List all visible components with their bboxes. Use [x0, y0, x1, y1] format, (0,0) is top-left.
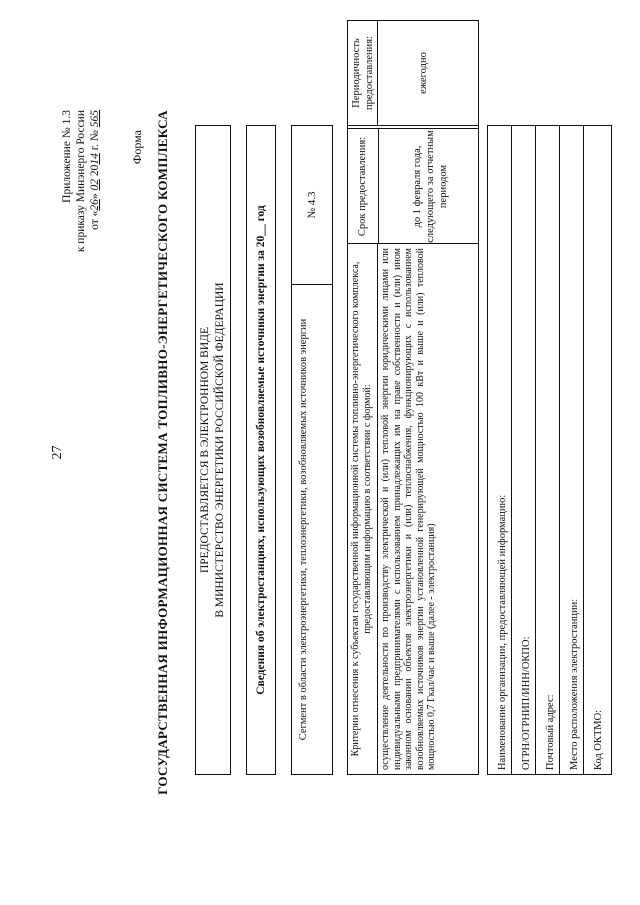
form-label: Форма [130, 130, 144, 165]
criteria-cell [348, 243, 478, 774]
appendix-line-1: Приложение № 1.3 [61, 110, 73, 203]
provided-box [195, 125, 231, 775]
info-field-organization[interactable]: Наименование организации, предоставляющей информацию: [488, 126, 512, 774]
date-prefix: от « [89, 210, 101, 230]
date-mid: » [89, 190, 101, 200]
page-number: 27 [50, 445, 65, 460]
provided-line-1: ПРЕДОСТАВЛЯЕТСЯ В ЭЛЕКТРОННОМ ВИДЕ [199, 326, 211, 574]
criteria-body: осуществление деятельности по производству электрической и (или) тепловой энергии юридическими лицами или индивидуальными предпринимателями с использованием принадлежащих им на праве собственности и (или) ином законном основании объектов электроэнергетики и (или) теплоснабжения, функционирующих с использованием возобновляемых источников энергии установленной генерирующей мощностью 100 кВт и выше и (или) тепловой мощностью 0,7 Гкал/час и выше (далее - электростанция) [380, 248, 438, 770]
appendix-line-2: к приказу Минэнерго России [75, 110, 87, 253]
deadline-header: Срок предоставления: [348, 129, 379, 244]
period-cell [347, 20, 479, 125]
report-title: Сведения об электростанциях, использующих возобновляемые источники энергии за 20__ год [246, 125, 276, 775]
order-number-prefix: г. № [89, 127, 101, 154]
criteria-table [347, 125, 479, 775]
deadline-value: до 1 февраля года, следующего за отчетным периодом [412, 130, 449, 243]
info-fields [487, 125, 612, 775]
provided-line-2: В МИНИСТЕРСТВО ЭНЕРГЕТИКИ РОССИЙСКОЙ ФЕДЕРАЦИИ [214, 282, 226, 618]
period-value: ежегодно [418, 52, 429, 94]
info-field-postal-address[interactable]: Почтовый адрес: [536, 126, 560, 774]
date-year-suffix: 14 [89, 153, 101, 165]
deadline-cell [348, 128, 478, 244]
info-field-ogrn[interactable]: ОГРН/ОГРНИП/ИНН/ОКПО: [512, 126, 536, 774]
main-title: ГОСУДАРСТВЕННАЯ ИНФОРМАЦИОННАЯ СИСТЕМА ТОПЛИВНО-ЭНЕРГЕТИЧЕСКОГО КОМПЛЕКСА [155, 110, 170, 795]
criteria-header: Критерии отнесения к субъектам государственной информационной системы топливно-энергетического комплекса, предоставляющим информацию в соответствии с формой: [348, 244, 378, 774]
order-number: 565 [89, 110, 101, 128]
date-month: 02 [89, 179, 101, 191]
segment-number: № 4.3 [306, 191, 318, 219]
appendix-date-line [88, 110, 102, 252]
info-field-oktmo[interactable]: Код ОКТМО: [593, 709, 604, 770]
appendix-block [60, 110, 102, 252]
info-field-plant-location[interactable]: Место расположения электростанции: [560, 126, 584, 774]
segment-row [291, 125, 333, 775]
date-year-prefix: 20 [89, 164, 101, 180]
segment-label: Сегмент в области электроэнергетики, теплоэнергетики, возобновляемых источников энергии [292, 284, 332, 774]
date-day: 26 [89, 199, 101, 211]
period-header: Периодичность предоставления: [348, 21, 378, 125]
